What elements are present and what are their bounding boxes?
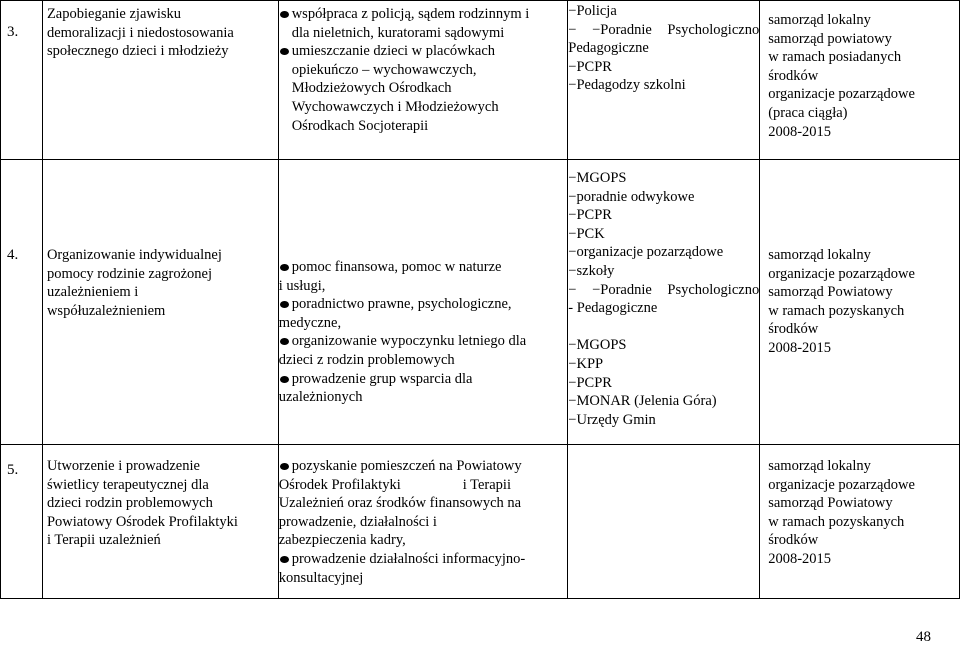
table-row <box>1 1 960 160</box>
goal-cell <box>42 445 278 599</box>
partner-line: Pedagogiczne <box>568 40 649 57</box>
task-line: pozyskanie pomieszczeń na Powiatowy <box>291 458 522 474</box>
partner-line: − −Poradnie Psychologiczno <box>568 21 759 40</box>
task-item <box>279 370 568 407</box>
partner-line: − KPP <box>568 355 759 374</box>
task-line: Wychowawczych i Młodzieżowych <box>291 98 499 115</box>
partner-line: − Policja <box>568 2 759 21</box>
task-item <box>279 457 568 550</box>
task-line: zabezpieczenia kadry, <box>278 532 406 549</box>
goal-line: współuzależnieniem <box>46 302 166 319</box>
row-number: 5. <box>7 462 19 478</box>
partner-line: - Pedagogiczne <box>568 299 759 318</box>
implementer-line: środków <box>768 321 819 338</box>
implementer-line: organizacje pozarządowe <box>768 265 915 282</box>
partner-line: − PCPR <box>568 374 759 393</box>
task-item <box>279 42 568 135</box>
task-line: Ośrodek Profilaktyki i Terapii <box>278 476 511 493</box>
partner-spacer <box>568 318 759 337</box>
tasks-cell <box>278 1 568 160</box>
task-line: umieszczanie dzieci w placówkach <box>291 43 496 60</box>
task-item <box>279 295 568 332</box>
tasks-cell <box>278 160 568 445</box>
implementer-line: w ramach pozyskanych <box>768 302 905 319</box>
implementer-line: w ramach pozyskanych <box>768 513 905 530</box>
partners-cell <box>568 1 760 160</box>
task-line: i usługi, <box>278 277 326 294</box>
task-line: uzależnionych <box>278 389 363 406</box>
task-line: Uzależnień oraz środków finansowych na <box>278 495 522 512</box>
row-number-cell <box>1 445 43 599</box>
partner-line: − PCK <box>568 225 759 244</box>
partners-cell <box>568 445 760 599</box>
implementer-line: organizacje pozarządowe <box>768 476 915 493</box>
implementer-line: środków <box>768 532 819 549</box>
task-line: Ośrodkach Socjoterapii <box>291 117 429 134</box>
implementer-line: samorząd Powiatowy <box>768 284 893 301</box>
partner-line: − MGOPS <box>568 169 759 188</box>
partner-line: − poradnie odwykowe <box>568 188 759 207</box>
partner-line: − Urzędy Gmin <box>568 411 759 430</box>
task-line: poradnictwo prawne, psychologiczne, <box>291 296 512 313</box>
partner-line: − Pedagodzy szkolni <box>568 76 759 95</box>
goal-line: uzależnieniem i <box>46 284 139 301</box>
task-line: dzieci z rodzin problemowych <box>278 351 455 368</box>
goal-line: społecznego dzieci i młodzieży <box>46 43 229 60</box>
table-row <box>1 160 960 445</box>
partner-line: − PCPR <box>568 58 759 77</box>
goal-line: i Terapii uzależnień <box>46 532 161 549</box>
table-row <box>1 445 960 599</box>
task-line: organizowanie wypoczynku letniego dla <box>291 333 527 350</box>
task-line: opiekuńczo – wychowawczych, <box>291 61 477 78</box>
goal-line: demoralizacji i niedostosowania <box>46 24 234 41</box>
implementers-cell <box>760 160 960 445</box>
task-line: dla nieletnich, kuratorami sądowymi <box>291 24 505 41</box>
task-line: medyczne, <box>278 314 342 331</box>
implementer-line: 2008-2015 <box>768 123 832 140</box>
implementer-line: organizacje pozarządowe <box>768 86 915 103</box>
partner-line: − MONAR (Jelenia Góra) <box>568 392 759 411</box>
goal-line: świetlicy terapeutycznej dla <box>46 476 209 493</box>
task-line: prowadzenie działalności informacyjno- <box>291 550 526 567</box>
row-number-cell <box>1 160 43 445</box>
goal-line: pomocy rodzinie zagrożonej <box>46 265 213 282</box>
partner-line: − MGOPS <box>568 336 759 355</box>
goal-cell <box>42 1 278 160</box>
implementer-line: samorząd powiatowy <box>768 30 892 47</box>
tasks-cell <box>278 445 568 599</box>
goal-cell <box>42 160 278 445</box>
goal-line: Powiatowy Ośrodek Profilaktyki <box>46 513 238 530</box>
task-item <box>279 332 568 369</box>
goal-line: Zapobieganie zjawisku <box>46 6 182 22</box>
task-line: prowadzenie, działalności i <box>278 513 437 530</box>
implementer-line: 2008-2015 <box>768 339 832 356</box>
implementer-line: w ramach posiadanych <box>768 49 902 66</box>
implementer-line: samorząd lokalny <box>768 12 871 28</box>
partners-cell <box>568 160 760 445</box>
row-number-cell <box>1 1 43 160</box>
partner-line: − PCPR <box>568 206 759 225</box>
row-number: 4. <box>7 247 19 263</box>
task-line: pomoc finansowa, pomoc w naturze <box>291 259 502 275</box>
implementer-line: środków <box>768 67 819 84</box>
goal-line: Organizowanie indywidualnej <box>46 247 222 263</box>
row-number: 3. <box>7 24 19 40</box>
task-line: konsultacyjnej <box>278 569 364 586</box>
implementers-cell <box>760 1 960 160</box>
goal-line: Utworzenie i prowadzenie <box>46 458 200 474</box>
partner-line: − −Poradnie Psychologiczno <box>568 281 759 300</box>
task-line: Młodzieżowych Ośrodkach <box>291 80 452 97</box>
partner-line: − szkoły <box>568 262 759 281</box>
task-line: prowadzenie grup wsparcia dla <box>291 370 473 387</box>
implementers-cell <box>760 445 960 599</box>
task-item <box>279 5 568 42</box>
task-item <box>279 550 568 587</box>
task-item <box>279 258 568 295</box>
implementer-line: samorząd Powiatowy <box>768 495 893 512</box>
goal-line: dzieci rodzin problemowych <box>46 495 213 512</box>
implementer-line: (praca ciągła) <box>768 104 848 121</box>
page-number: 48 <box>916 629 931 645</box>
implementer-line: samorząd lokalny <box>768 458 871 474</box>
partner-line: − organizacje pozarządowe <box>568 243 759 262</box>
task-line: współpraca z policją, sądem rodzinnym i <box>291 6 530 22</box>
implementer-line: 2008-2015 <box>768 550 832 567</box>
implementer-line: samorząd lokalny <box>768 247 871 263</box>
